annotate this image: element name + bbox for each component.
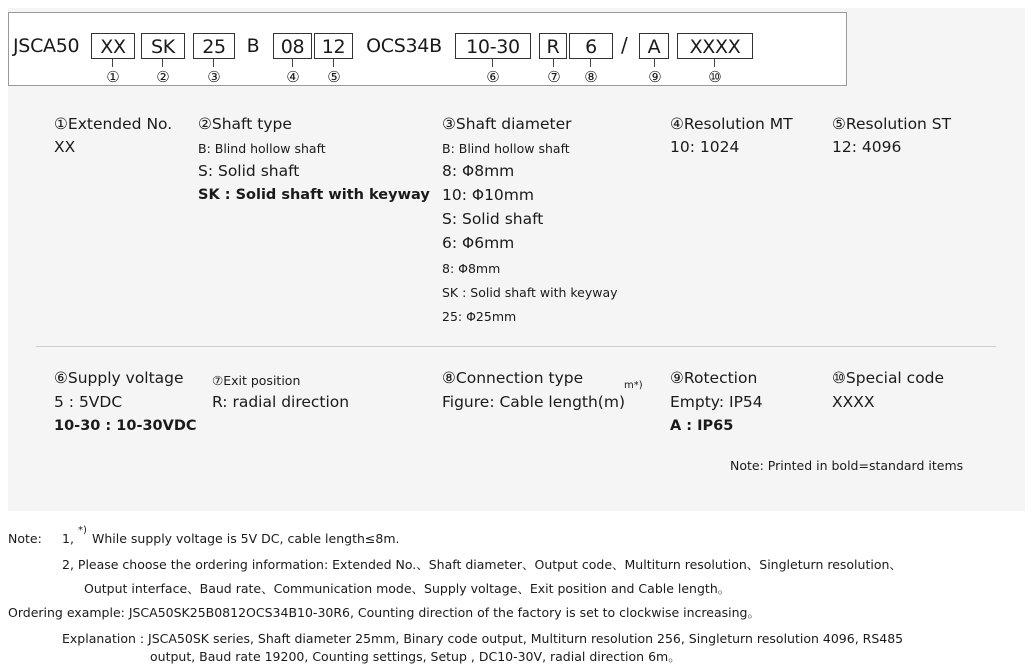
code-number-8: ⑧ xyxy=(584,68,598,86)
code-segment-special: XXXX xyxy=(677,33,753,59)
col-shaft-diameter-item: 8: Φ8mm xyxy=(442,162,515,180)
connection-footnote-mark: m*) xyxy=(624,380,643,391)
code-segment-connection: 6 xyxy=(569,33,613,59)
bold-standard-note: Note: Printed in bold=standard items xyxy=(730,458,964,473)
col-special-code-item: XXXX xyxy=(832,393,875,411)
col-supply-voltage-title: ⑥Supply voltage xyxy=(54,369,184,387)
explanation-line-1: Explanation : JSCA50SK series, Shaft diameter 25mm, Binary code output, Multiturn resolution 256, Singleturn resolution 4096, RS485 xyxy=(62,631,904,646)
code-number-4: ④ xyxy=(286,68,300,86)
col-supply-voltage-item: 5 : 5VDC xyxy=(54,393,123,411)
code-segment-shaft-diameter: 25 xyxy=(193,33,235,59)
col-supply-voltage-item-standard: 10-30 : 10-30VDC xyxy=(54,418,197,434)
tick xyxy=(714,59,715,67)
code-segment-extended: XX xyxy=(91,33,135,59)
note-label: Note: xyxy=(8,531,42,546)
col-shaft-diameter-item: 8: Φ8mm xyxy=(442,261,501,276)
section-divider xyxy=(36,346,996,347)
col-shaft-diameter-item: S: Solid shaft xyxy=(442,210,544,228)
code-prefix: JSCA50 xyxy=(13,35,80,57)
col-shaft-diameter-item: SK : Solid shaft with keyway xyxy=(442,285,618,300)
note-1-text: While supply voltage is 5V DC, cable length≤8m. xyxy=(92,531,400,546)
code-number-6: ⑥ xyxy=(486,68,500,86)
tick xyxy=(162,59,163,67)
code-segment-fixed-b: B xyxy=(246,35,260,57)
note-2-line-2: Output interface、Baud rate、Communication mode、Supply voltage、Exit position and Cable length。 xyxy=(84,581,731,596)
col-shaft-diameter-item: 10: Φ10mm xyxy=(442,186,534,204)
col-connection-title: ⑧Connection type xyxy=(442,369,584,387)
col-shaft-type-title: ②Shaft type xyxy=(198,115,292,133)
col-shaft-diameter-item: B: Blind hollow shaft xyxy=(442,141,570,156)
col-shaft-type-item: B: Blind hollow shaft xyxy=(198,141,326,156)
col-exit-position-item: R: radial direction xyxy=(212,393,350,411)
code-segment-supply-voltage: 10-30 xyxy=(455,33,531,59)
code-number-7: ⑦ xyxy=(547,68,561,86)
explanation-line-2: output, Baud rate 19200, Counting settings, Setup , DC10-30V, radial direction 6m。 xyxy=(150,649,681,664)
code-number-9: ⑨ xyxy=(648,68,662,86)
code-segment-protection: A xyxy=(639,33,669,59)
tick xyxy=(333,59,334,67)
tick xyxy=(492,59,493,67)
tick xyxy=(590,59,591,67)
col-resolution-st-item: 12: 4096 xyxy=(832,138,902,156)
col-protection-item-standard: A : IP65 xyxy=(670,418,734,434)
note-2-line-1: 2, Please choose the ordering information: Extended No.、Shaft diameter、Output code、Multiturn resolution、Singleturn resolution、 xyxy=(62,557,902,572)
col-resolution-mt-title: ④Resolution MT xyxy=(670,115,793,133)
code-segment-exit-position: R xyxy=(539,33,567,59)
col-shaft-diameter-title: ③Shaft diameter xyxy=(442,115,572,133)
tick xyxy=(292,59,293,67)
tick xyxy=(654,59,655,67)
tick xyxy=(213,59,214,67)
col-protection-title: ⑨Rotection xyxy=(670,369,758,387)
note-1-footnote-mark: *) xyxy=(78,525,87,536)
code-number-3: ③ xyxy=(207,68,221,86)
code-slash: / xyxy=(621,33,628,57)
col-special-code-title: ⑩Special code xyxy=(832,369,945,387)
code-number-2: ② xyxy=(156,68,170,86)
col-shaft-type-item-standard: SK : Solid shaft with keyway xyxy=(198,187,430,203)
code-segment-fixed-output: OCS34B xyxy=(366,35,442,57)
code-number-1: ① xyxy=(106,68,120,86)
col-exit-position-title: ⑦Exit position xyxy=(212,373,301,388)
col-resolution-mt-item: 10: 1024 xyxy=(670,138,740,156)
col-extended-item: XX xyxy=(54,138,76,156)
col-shaft-type-item: S: Solid shaft xyxy=(198,162,300,180)
col-connection-item: Figure: Cable length(m) xyxy=(442,393,626,411)
order-code-box xyxy=(8,12,847,86)
note-1-number: 1, xyxy=(62,531,74,546)
col-shaft-diameter-item: 6: Φ6mm xyxy=(442,234,515,252)
col-extended-title: ①Extended No. xyxy=(54,115,173,133)
code-number-5: ⑤ xyxy=(327,68,341,86)
code-segment-resolution-st: 12 xyxy=(314,33,353,59)
code-number-10: ⑩ xyxy=(708,68,722,86)
tick xyxy=(112,59,113,67)
col-protection-item: Empty: IP54 xyxy=(670,393,763,411)
ordering-example: Ordering example: JSCA50SK25B0812OCS34B10-30R6, Counting direction of the factory is set to clockwise increasing。 xyxy=(8,605,760,620)
col-resolution-st-title: ⑤Resolution ST xyxy=(832,115,952,133)
code-segment-resolution-mt: 08 xyxy=(273,33,312,59)
code-segment-shaft-type: SK xyxy=(141,33,185,59)
tick xyxy=(553,59,554,67)
col-shaft-diameter-item: 25: Φ25mm xyxy=(442,309,517,324)
